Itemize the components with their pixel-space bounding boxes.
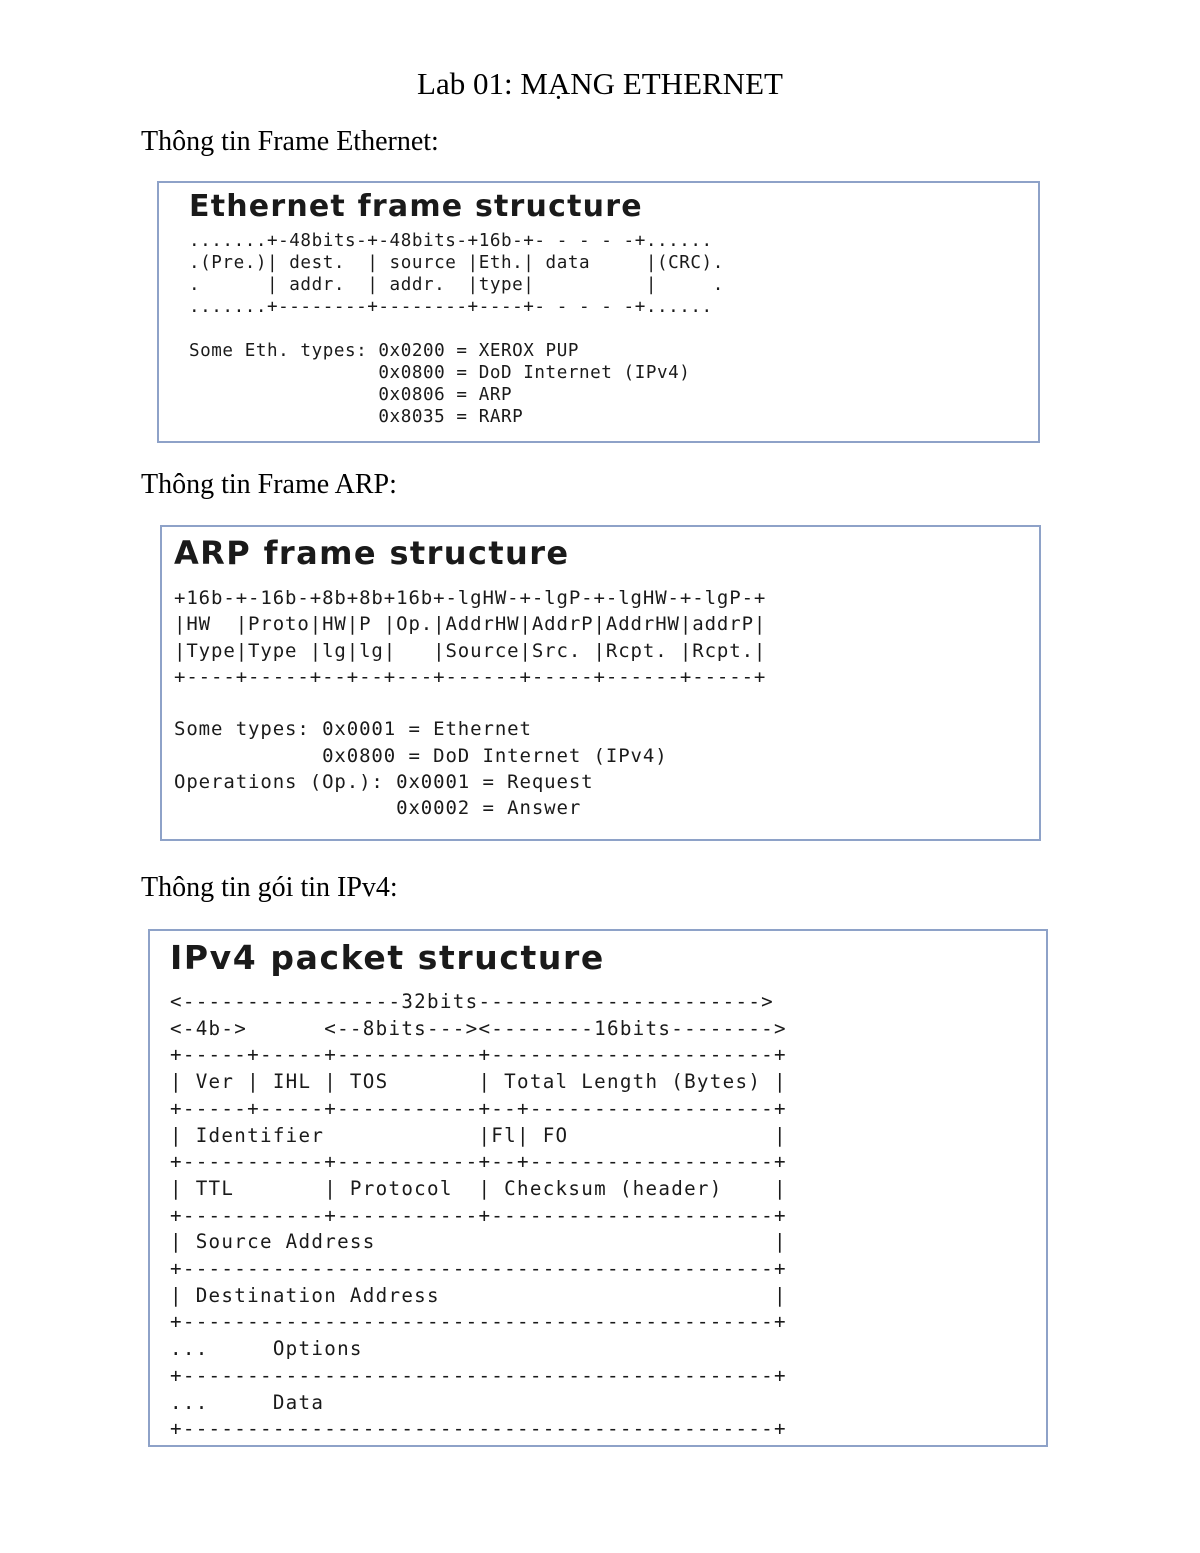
page-title: Lab 01: MẠNG ETHERNET	[417, 66, 783, 101]
ipv4-figure-title: IPv4 packet structure	[170, 938, 605, 977]
ipv4-packet-figure	[148, 929, 1048, 1447]
ethernet-figure-diagram: .......+-48bits-+-48bits-+16b-+- - - - -+...... .(Pre.)| dest. | source |Eth.| data |(CRC). . | addr. | addr. |type| | . .......+--------+--------+----+- - - - -+...... Some Eth. types: 0x0200 = XEROX PUP 0x0800 = DoD Internet (IPv4) 0x0806 = ARP 0x8035 = RARP	[189, 231, 724, 427]
section-heading-ethernet: Thông tin Frame Ethernet:	[141, 126, 439, 157]
arp-frame-figure	[160, 525, 1041, 841]
arp-figure-diagram: +16b-+-16b-+8b+8b+16b+-lgHW-+-lgP-+-lgHW-+-lgP-+ |HW |Proto|HW|P |Op.|AddrHW|AddrP|AddrHW|addrP| |Type|Type |lg|lg| |Source|Src. |Rcpt. |Rcpt.| +----+-----+--+--+---+------+-----+------+-----+ Some types: 0x0001 = Ethernet 0x0800 = DoD Internet (IPv4) Operations (Op.): 0x0001 = Request 0x0002 = Answer	[174, 587, 767, 820]
ethernet-figure-title: Ethernet frame structure	[189, 189, 643, 224]
section-heading-arp: Thông tin Frame ARP:	[141, 469, 397, 500]
ethernet-frame-figure	[157, 181, 1040, 443]
section-heading-ipv4: Thông tin gói tin IPv4:	[141, 872, 398, 903]
arp-figure-title: ARP frame structure	[174, 534, 570, 572]
ipv4-figure-diagram: <-----------------32bits----------------------> <-4b-> <--8bits---><--------16bits--------> +-----+-----+-----------+----------------------+ | Ver | IHL | TOS | Total Length (Bytes) | +-----+-----+-----------+--+-------------------+ | Identifier |Fl| FO | +-----------+-----------+--+-------------------+ | TTL | Protocol | Checksum (header) | +-----------+-----------+----------------------+ | Source Address | +----------------------------------------------+ | Destination Address | +----------------------------------------------+ ... Options +----------------------------------------------+ ... Data +----------------------------------------------+	[170, 990, 787, 1441]
